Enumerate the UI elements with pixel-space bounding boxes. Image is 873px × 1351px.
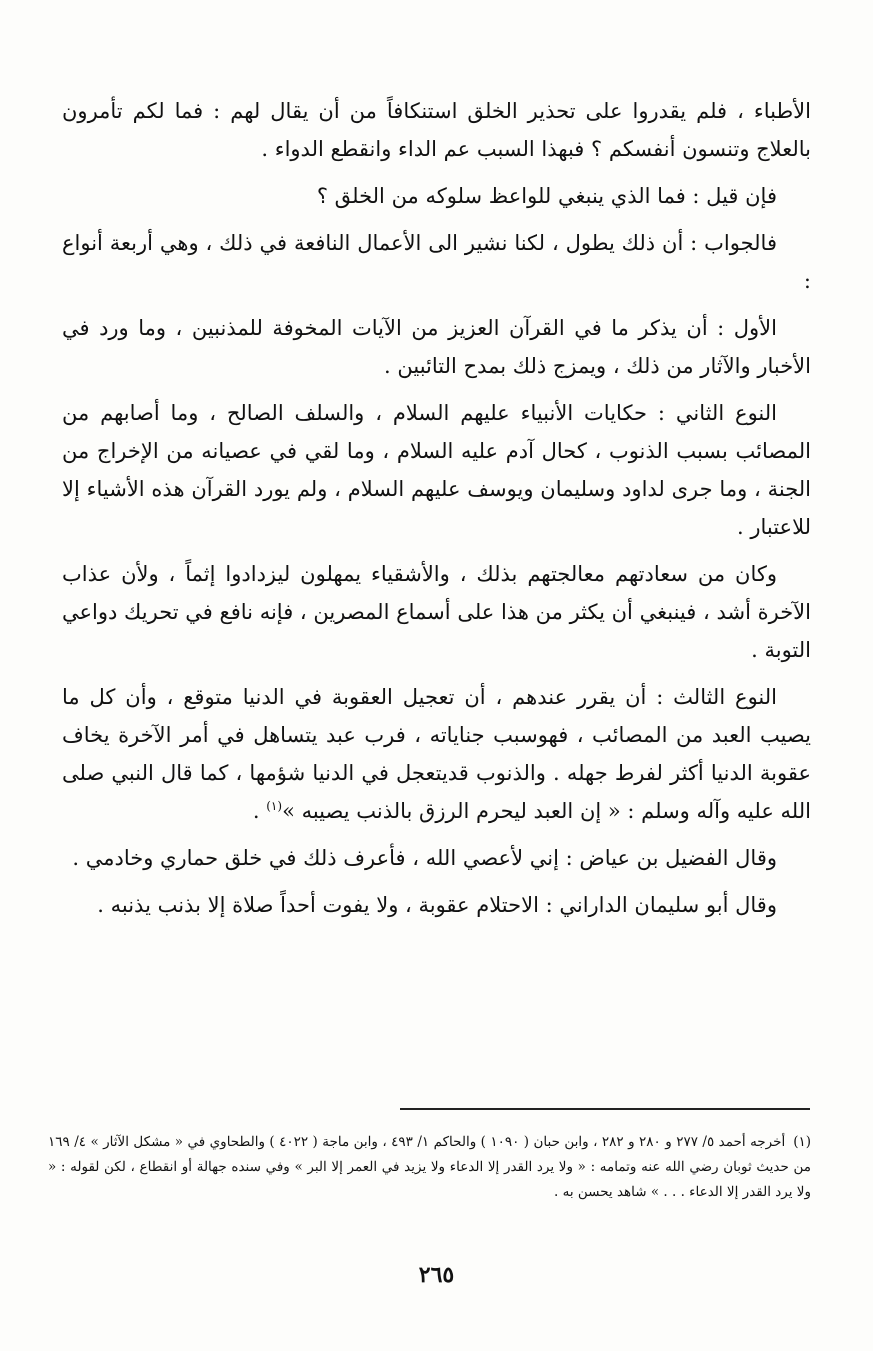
footnote: [48, 1130, 811, 1205]
paragraph-fudayl-quote: وقال الفضيل بن عياض : إني لأعصي الله ، فأعرف ذلك في خلق حماري وخادمي .: [72, 846, 777, 870]
paragraph-answer: فالجواب : أن ذلك يطول ، لكنا نشير الى الأعمال النافعة في ذلك ، وهي أربعة أنواع :: [62, 231, 811, 293]
page-number: ٢٦٥: [418, 1262, 455, 1288]
footnote-divider: [400, 1108, 810, 1110]
paragraph-intro: الأطباء ، فلم يقدروا على تحذير الخلق استنكافاً من أن يقال لهم : فما لكم تأمرون بالعلاج وتنسون أنفسكم ؟ فبهذا السبب عم الداء وانقطع الدواء .: [62, 99, 811, 161]
paragraph-type-three-end: .: [252, 799, 267, 823]
paragraph-question: فإن قيل : فما الذي ينبغي للواعظ سلوكه من الخلق ؟: [316, 184, 777, 208]
main-text: [62, 92, 811, 933]
footnote-number: (١): [793, 1134, 812, 1150]
footnote-reference: (١): [266, 799, 283, 813]
paragraph-type-two: النوع الثاني : حكايات الأنبياء عليهم السلام ، والسلف الصالح ، وما أصابهم من المصائب بسبب الذنوب ، كحال آدم عليه السلام ، وما لقي في عصيانه من الإخراج من الجنة ، وما جرى لداود وسليمان ويوسف عليهم السلام ، ولم يورد القرآن هذه الأشياء إلا للاعتبار .: [62, 401, 811, 539]
paragraph-type-one: الأول : أن يذكر ما في القرآن العزيز من الآيات المخوفة للمذنبين ، وما ورد في الأخبار والآثار من ذلك ، ويمزج ذلك بمدح التائبين .: [62, 316, 811, 378]
footnote-text: أخرجه أحمد ٥/ ٢٧٧ و ٢٨٠ و ٢٨٢ ، وابن حبان ( ١٠٩٠ ) والحاكم ١/ ٤٩٣ ، وابن ماجة ( ٤٠٢٢ ) والطحاوي في « مشكل الآثار » ٤/ ١٦٩ من حديث ثوبان رضي الله عنه وتمامه : « ولا يرد القدر إلا الدعاء ولا يزيد في العمر إلا البر » وفي سنده جهالة أو انقطاع ، لكن لقوله : « ولا يرد القدر إلا الدعاء . . . » شاهد يحسن به .: [48, 1134, 811, 1200]
paragraph-type-three-text: النوع الثالث : أن يقرر عندهم ، أن تعجيل العقوبة في الدنيا متوقع ، وأن كل ما يصيب العبد من المصائب ، فهوسبب جناياته ، فرب عبد يتساهل في أمر الآخرة يخاف عقوبة الدنيا أكثر لفرط جهله . والذنوب قديتعجل في الدنيا شؤمها ، كما قال النبي صلى الله عليه وآله وسلم : « إن العبد ليحرم الرزق بالذنب يصيبه »: [62, 685, 811, 823]
paragraph-type-three: [62, 678, 811, 830]
paragraph-darani-quote: وقال أبو سليمان الداراني : الاحتلام عقوبة ، ولا يفوت أحداً صلاة إلا بذنب يذنبه .: [97, 893, 777, 917]
paragraph-continuation: وكان من سعادتهم معالجتهم بذلك ، والأشقياء يمهلون ليزدادوا إثماً ، ولأن عذاب الآخرة أشد ، فينبغي أن يكثر من هذا على أسماع المصرين ، فإنه نافع في تحريك دواعي التوبة .: [62, 562, 811, 662]
